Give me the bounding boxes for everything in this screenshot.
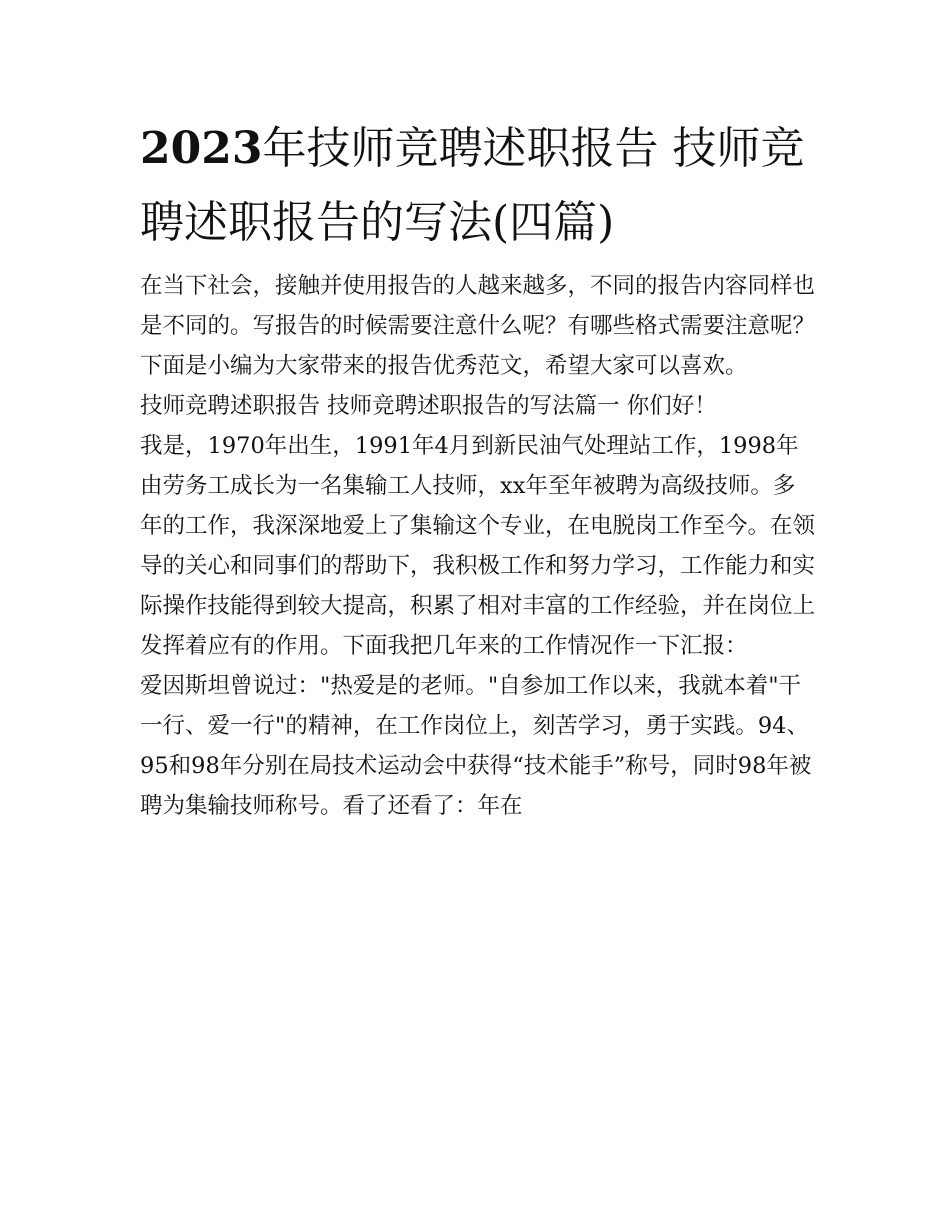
document-content — [140, 112, 815, 826]
title-text: 年技师竞聘述职报告 技师竞聘述职报告的写法(四篇) — [140, 123, 805, 248]
intro-paragraph: 在当下社会，接触并使用报告的人越来越多，不同的报告内容同样也是不同的。写报告的时候需要注意什么呢？有哪些格式需要注意呢？下面是小编为大家带来的报告优秀范文，希望大家可以喜欢。 — [140, 273, 816, 379]
title-year: 2023 — [140, 123, 263, 174]
body-paragraph-1: 我是，1970年出生，1991年4月到新民油气处理站工作，1998年由劳务工成长为一名集输工人技师，xx年至年被聘为高级技师。多年的工作，我深深地爱上了集输这个专业，在电脱岗工作至今。在领导的关心和同事们的帮助下，我积极工作和努力学习，工作能力和实际操作技能得到较大提高，积累了相对丰富的工作经验，并在岗位上发挥着应有的作用。下面我把几年来的工作情况作一下汇报： — [140, 433, 816, 659]
body-paragraph-2: 爱因斯坦曾说过："热爱是的老师。"自参加工作以来，我就本着"干一行、爱一行"的精神，在工作岗位上，刻苦学习，勇于实践。94、95和98年分别在局技术运动会中获得“技术能手”称号，同时98年被聘为集输技师称号。看了还看了：年在 — [140, 673, 812, 819]
document-title — [140, 112, 815, 260]
section-heading-paragraph: 技师竞聘述职报告 技师竞聘述职报告的写法篇一 你们好！ — [140, 393, 717, 419]
